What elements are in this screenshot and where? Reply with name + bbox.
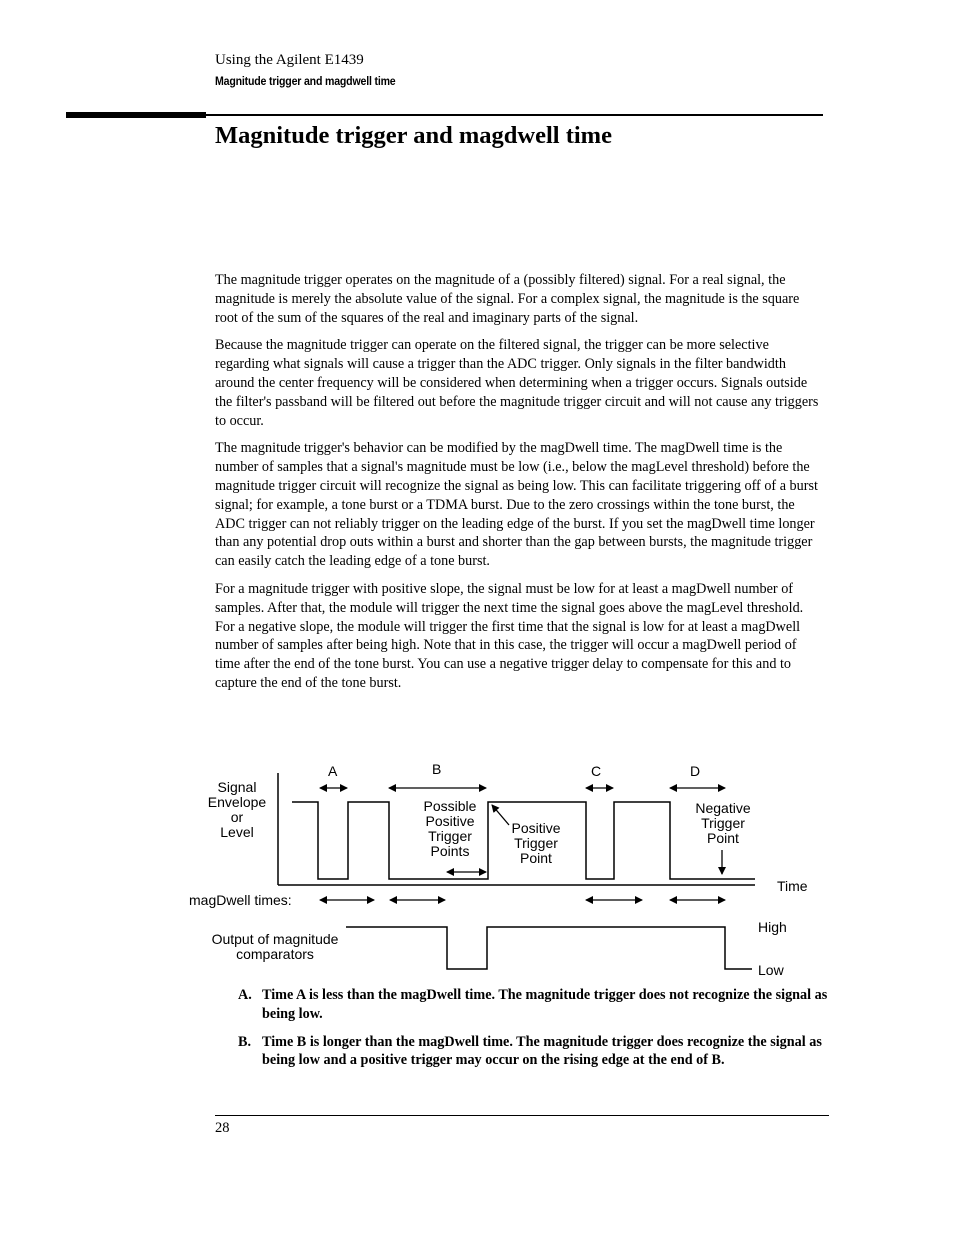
- note-a-text: Time A is less than the magDwell time. The magnitude trigger does not recognize the signal as being low.: [262, 987, 828, 1022]
- svg-text:Envelope: Envelope: [207, 794, 267, 810]
- svg-text:comparators: comparators: [236, 946, 314, 962]
- svg-text:Trigger: Trigger: [514, 835, 558, 851]
- svg-text:Possible: Possible: [423, 798, 477, 814]
- svg-text:Positive: Positive: [511, 820, 561, 836]
- svg-text:Points: Points: [430, 843, 470, 859]
- interval-label-d: D: [690, 763, 701, 779]
- magdwell-timing-diagram: [180, 755, 830, 985]
- page-number: 28: [215, 1120, 230, 1136]
- comparator-output-trace: [346, 927, 752, 969]
- svg-text:Positive: Positive: [425, 813, 475, 829]
- high-level-label: High: [758, 919, 787, 935]
- low-level-label: Low: [758, 962, 784, 978]
- note-b: [238, 1033, 828, 1071]
- interval-label-a: A: [328, 763, 338, 779]
- header-rule-thick: [66, 112, 206, 118]
- running-subhead: Magnitude trigger and magdwell time: [215, 76, 396, 88]
- time-axis-label: Time: [777, 878, 808, 894]
- comparator-output-label: [212, 931, 339, 962]
- svg-text:Point: Point: [707, 830, 739, 846]
- footer-rule: [215, 1115, 829, 1116]
- possible-positive-trigger-label: [424, 798, 477, 859]
- positive-trigger-label: [511, 820, 560, 866]
- negative-trigger-label: [695, 800, 750, 846]
- magdwell-times-label: magDwell times:: [189, 892, 292, 908]
- header-rule-thin: [206, 114, 823, 116]
- note-b-text: Time B is longer than the magDwell time. The magnitude trigger does recognize the signal as being low and a positive trigger may occur on the rising edge at the end of B.: [262, 1033, 822, 1069]
- paragraph-2: Because the magnitude trigger can operate on the filtered signal, the trigger can be more selective regarding what signals will cause a trigger than the ADC trigger. Only signals in the filter bandwidth around the center frequency will be considered when determining when a trigger occurs. Signals outside the filter's passband will be filtered out before the magnitude trigger circuit and will not cause any triggers to occur.: [215, 337, 819, 429]
- body-text: [215, 271, 825, 702]
- svg-text:Signal: Signal: [217, 779, 257, 795]
- note-b-label: B.: [238, 1033, 252, 1050]
- svg-text:Point: Point: [520, 850, 552, 866]
- positive-trigger-arrow: [492, 805, 509, 825]
- interval-label-b: B: [432, 761, 442, 777]
- signal-envelope-label: [208, 779, 267, 840]
- note-a: [238, 986, 828, 1024]
- interval-label-c: C: [591, 763, 602, 779]
- svg-text:Trigger: Trigger: [428, 828, 472, 844]
- svg-text:Output of magnitude: Output of magnitude: [211, 931, 339, 947]
- svg-text:Level: Level: [220, 824, 254, 840]
- svg-text:or: or: [230, 809, 244, 825]
- paragraph-3: The magnitude trigger's behavior can be modified by the magDwell time. The magDwell time is the number of samples that a signal's magnitude must be low (i.e., below the magLevel threshold) before the magnitude trigger circuit will recognize the signal as being low. This can facilitate triggering off of a burst signal; for example, a tone burst or a TDMA burst. Due to the zero crossings within the tone burst, the ADC trigger can not reliably trigger on the leading edge of the burst. If you set the magDwell time longer than any potential drop outs within a burst and shorter than the gap between bursts, the magnitude trigger can easily catch the leading edge of a tone burst.: [215, 440, 818, 570]
- paragraph-4: For a magnitude trigger with positive slope, the signal must be low for at least a magDwell number of samples. After that, the module will trigger the next time the signal goes above the magLevel threshold. For a negative slope, the module will trigger the first time that the signal is low for at least a magDwell number of samples after being high. Note that in this case, the trigger will occur a magDwell period of time after the end of the tone burst. You can use a negative trigger delay to compensate for this and to capture the end of the tone burst.: [215, 580, 804, 691]
- svg-text:Trigger: Trigger: [701, 815, 745, 831]
- diagram-notes: [238, 986, 828, 1079]
- svg-text:Negative: Negative: [695, 800, 751, 816]
- running-head: Using the Agilent E1439: [215, 52, 364, 68]
- note-a-label: A.: [238, 987, 252, 1003]
- paragraph-1: The magnitude trigger operates on the magnitude of a (possibly filtered) signal. For a real signal, the magnitude is merely the absolute value of the signal. For a complex signal, the magnitude is the square root of the sum of the squares of the real and imaginary parts of the signal.: [215, 272, 800, 326]
- section-title: Magnitude trigger and magdwell time: [215, 122, 612, 149]
